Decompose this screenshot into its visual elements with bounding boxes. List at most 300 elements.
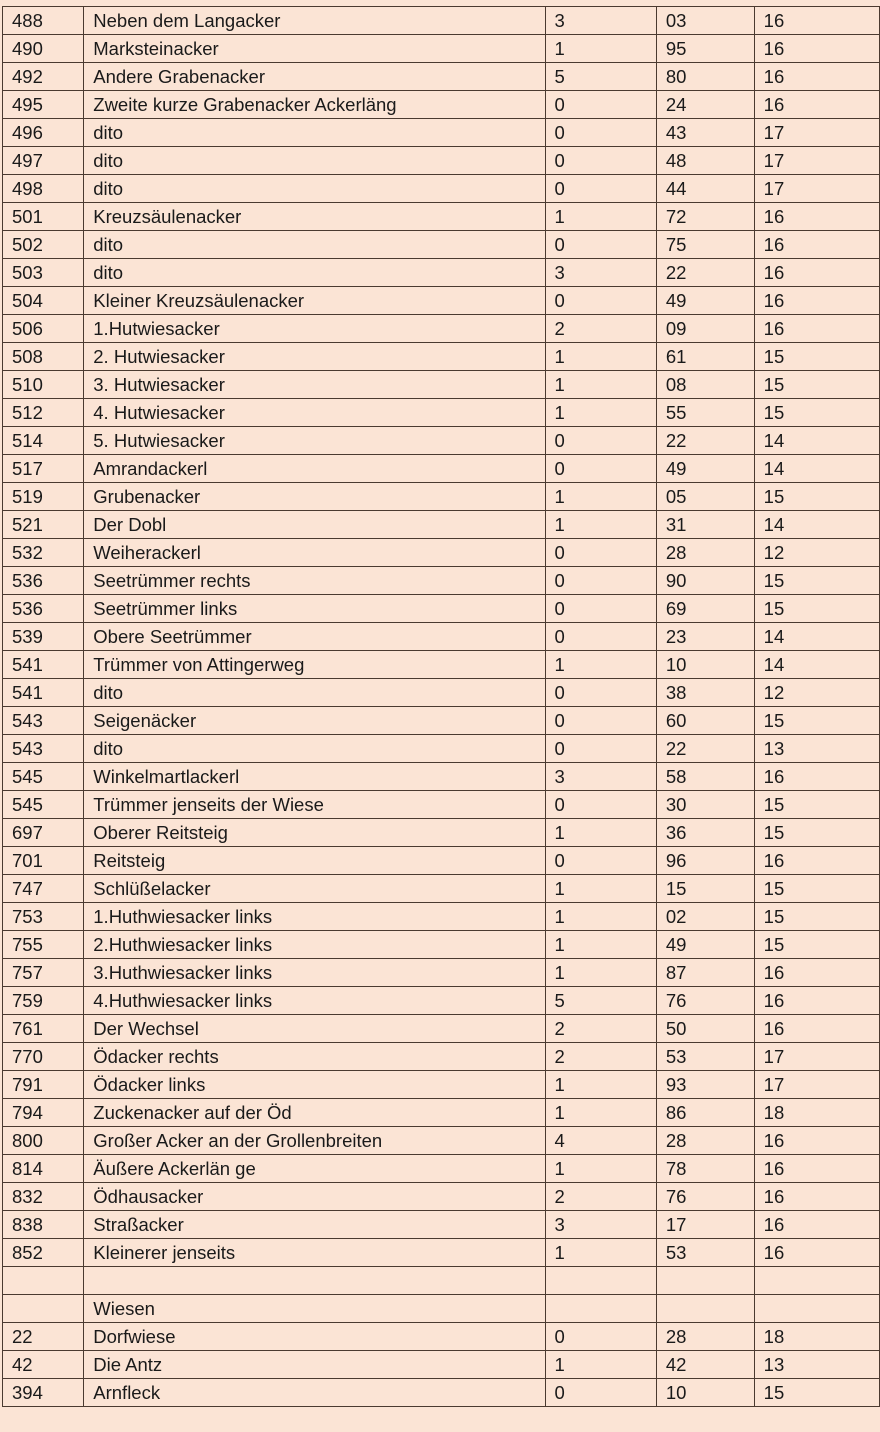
parcel-number-cell: 495 (3, 91, 84, 119)
value-c-cell: 16 (754, 1239, 879, 1267)
value-b-cell: 93 (656, 1071, 754, 1099)
table-row (3, 987, 880, 1015)
parcel-number-cell: 502 (3, 231, 84, 259)
parcel-number-cell: 510 (3, 371, 84, 399)
value-a-cell: 1 (545, 35, 656, 63)
parcel-number-cell: 753 (3, 903, 84, 931)
field-name-cell: Zuckenacker auf der Öd (84, 1099, 545, 1127)
value-c-cell: 14 (754, 455, 879, 483)
value-a-cell: 1 (545, 875, 656, 903)
value-c-cell: 16 (754, 1155, 879, 1183)
value-c-cell: 13 (754, 735, 879, 763)
value-c-cell: 14 (754, 623, 879, 651)
value-a-cell: 0 (545, 287, 656, 315)
parcel-number-cell: 543 (3, 735, 84, 763)
value-b-cell: 96 (656, 847, 754, 875)
parcel-number-cell: 755 (3, 931, 84, 959)
parcel-number-cell: 512 (3, 399, 84, 427)
table-row (3, 147, 880, 175)
table-row (3, 1099, 880, 1127)
table-row (3, 959, 880, 987)
field-name-cell: Kleinerer jenseits (84, 1239, 545, 1267)
parcel-number-cell: 536 (3, 595, 84, 623)
value-b-cell: 55 (656, 399, 754, 427)
value-a-cell: 0 (545, 735, 656, 763)
value-b-cell: 60 (656, 707, 754, 735)
value-a-cell: 1 (545, 931, 656, 959)
value-b-cell: 69 (656, 595, 754, 623)
value-b-cell (656, 1294, 754, 1322)
value-a-cell: 0 (545, 707, 656, 735)
value-b-cell: 10 (656, 1378, 754, 1406)
value-c-cell: 15 (754, 903, 879, 931)
value-c-cell: 16 (754, 847, 879, 875)
value-c-cell: 16 (754, 1183, 879, 1211)
parcel-number-cell: 747 (3, 875, 84, 903)
field-name-cell: 5. Hutwiesacker (84, 427, 545, 455)
value-c-cell: 17 (754, 1071, 879, 1099)
value-a-cell: 5 (545, 987, 656, 1015)
table-row (3, 1267, 880, 1295)
parcel-number-cell: 757 (3, 959, 84, 987)
value-b-cell: 08 (656, 371, 754, 399)
value-b-cell: 28 (656, 1322, 754, 1350)
parcel-number-cell: 832 (3, 1183, 84, 1211)
field-name-cell: Großer Acker an der Grollenbreiten (84, 1127, 545, 1155)
value-b-cell: 03 (656, 7, 754, 35)
value-a-cell: 2 (545, 1015, 656, 1043)
field-name-cell: dito (84, 259, 545, 287)
field-name-cell: 2. Hutwiesacker (84, 343, 545, 371)
field-name-cell: dito (84, 679, 545, 707)
field-name-cell: Grubenacker (84, 483, 545, 511)
field-name-cell: Schlüßelacker (84, 875, 545, 903)
field-name-cell: 4. Hutwiesacker (84, 399, 545, 427)
value-a-cell: 2 (545, 315, 656, 343)
table-row (3, 455, 880, 483)
parcel-number-cell: 503 (3, 259, 84, 287)
table-row (3, 203, 880, 231)
value-a-cell: 0 (545, 147, 656, 175)
value-c-cell: 13 (754, 1350, 879, 1378)
value-a-cell: 1 (545, 483, 656, 511)
value-c-cell: 16 (754, 203, 879, 231)
field-name-cell: 2.Huthwiesacker links (84, 931, 545, 959)
value-c-cell: 16 (754, 91, 879, 119)
value-b-cell: 22 (656, 427, 754, 455)
field-name-cell: Die Antz (84, 1350, 545, 1378)
value-c-cell: 12 (754, 679, 879, 707)
table-row (3, 651, 880, 679)
value-a-cell: 0 (545, 231, 656, 259)
table-row (3, 1239, 880, 1267)
value-a-cell (545, 1267, 656, 1295)
value-c-cell: 16 (754, 259, 879, 287)
value-b-cell: 49 (656, 287, 754, 315)
value-c-cell: 15 (754, 567, 879, 595)
field-name-cell: Wiesen (84, 1294, 545, 1322)
table-row (3, 287, 880, 315)
field-name-cell: Marksteinacker (84, 35, 545, 63)
table-row (3, 1015, 880, 1043)
table-row (3, 1322, 880, 1350)
table-row (3, 1211, 880, 1239)
value-b-cell: 58 (656, 763, 754, 791)
field-name-cell: Ödacker rechts (84, 1043, 545, 1071)
value-c-cell: 18 (754, 1322, 879, 1350)
parcel-number-cell: 814 (3, 1155, 84, 1183)
value-b-cell: 09 (656, 315, 754, 343)
parcel-number-cell: 504 (3, 287, 84, 315)
value-a-cell: 5 (545, 63, 656, 91)
table-row (3, 91, 880, 119)
table-row (3, 735, 880, 763)
field-name-cell: Ödhausacker (84, 1183, 545, 1211)
parcel-number-cell: 800 (3, 1127, 84, 1155)
value-a-cell: 0 (545, 539, 656, 567)
field-name-cell: Seigenäcker (84, 707, 545, 735)
parcel-number-cell: 838 (3, 1211, 84, 1239)
value-b-cell: 75 (656, 231, 754, 259)
parcel-number-cell: 852 (3, 1239, 84, 1267)
value-b-cell: 22 (656, 259, 754, 287)
value-c-cell: 16 (754, 1127, 879, 1155)
value-c-cell: 15 (754, 595, 879, 623)
field-name-cell: 3.Huthwiesacker links (84, 959, 545, 987)
value-a-cell: 1 (545, 1350, 656, 1378)
value-c-cell: 16 (754, 987, 879, 1015)
value-b-cell: 76 (656, 1183, 754, 1211)
value-c-cell: 12 (754, 539, 879, 567)
value-a-cell: 1 (545, 1071, 656, 1099)
value-b-cell: 50 (656, 1015, 754, 1043)
table-row (3, 539, 880, 567)
value-a-cell: 3 (545, 7, 656, 35)
value-c-cell: 16 (754, 1015, 879, 1043)
value-b-cell: 61 (656, 343, 754, 371)
value-b-cell: 05 (656, 483, 754, 511)
parcel-number-cell: 761 (3, 1015, 84, 1043)
value-a-cell: 1 (545, 511, 656, 539)
field-name-cell: Trümmer jenseits der Wiese (84, 791, 545, 819)
parcel-number-cell: 488 (3, 7, 84, 35)
value-b-cell: 90 (656, 567, 754, 595)
value-c-cell: 16 (754, 63, 879, 91)
field-name-cell: 4.Huthwiesacker links (84, 987, 545, 1015)
field-name-cell: dito (84, 175, 545, 203)
value-b-cell: 44 (656, 175, 754, 203)
value-b-cell: 48 (656, 147, 754, 175)
field-name-cell: Obere Seetrümmer (84, 623, 545, 651)
value-c-cell: 15 (754, 399, 879, 427)
field-name-cell: Winkelmartlackerl (84, 763, 545, 791)
value-c-cell: 14 (754, 511, 879, 539)
table-row (3, 791, 880, 819)
value-b-cell: 02 (656, 903, 754, 931)
value-c-cell: 15 (754, 371, 879, 399)
parcel-number-cell: 22 (3, 1322, 84, 1350)
value-c-cell: 15 (754, 1378, 879, 1406)
value-c-cell: 15 (754, 791, 879, 819)
field-name-cell: Amrandackerl (84, 455, 545, 483)
value-a-cell: 0 (545, 1322, 656, 1350)
table-row (3, 1378, 880, 1406)
value-c-cell: 17 (754, 1043, 879, 1071)
value-c-cell: 14 (754, 651, 879, 679)
value-b-cell: 49 (656, 931, 754, 959)
value-b-cell: 22 (656, 735, 754, 763)
parcel-number-cell: 545 (3, 791, 84, 819)
parcel-number-cell: 501 (3, 203, 84, 231)
parcel-number-cell: 498 (3, 175, 84, 203)
field-name-cell: 1.Huthwiesacker links (84, 903, 545, 931)
field-name-cell: 3. Hutwiesacker (84, 371, 545, 399)
value-c-cell: 16 (754, 315, 879, 343)
field-name-cell: Äußere Ackerlän ge (84, 1155, 545, 1183)
table-row (3, 875, 880, 903)
table-row (3, 847, 880, 875)
value-c-cell: 16 (754, 287, 879, 315)
table-row (3, 343, 880, 371)
table-row (3, 903, 880, 931)
table-row (3, 63, 880, 91)
field-name-cell: Seetrümmer rechts (84, 567, 545, 595)
value-b-cell: 24 (656, 91, 754, 119)
parcel-number-cell: 521 (3, 511, 84, 539)
value-a-cell: 2 (545, 1183, 656, 1211)
field-name-cell: dito (84, 119, 545, 147)
parcel-number-cell: 490 (3, 35, 84, 63)
value-a-cell: 2 (545, 1043, 656, 1071)
field-name-cell: Ödacker links (84, 1071, 545, 1099)
table-row (3, 679, 880, 707)
value-b-cell: 49 (656, 455, 754, 483)
field-name-cell: Kreuzsäulenacker (84, 203, 545, 231)
table-row (3, 7, 880, 35)
value-b-cell: 23 (656, 623, 754, 651)
value-b-cell: 42 (656, 1350, 754, 1378)
value-c-cell: 16 (754, 7, 879, 35)
value-a-cell: 1 (545, 959, 656, 987)
value-b-cell: 15 (656, 875, 754, 903)
value-a-cell: 3 (545, 763, 656, 791)
value-a-cell (545, 1294, 656, 1322)
parcel-number-cell: 394 (3, 1378, 84, 1406)
table-row (3, 623, 880, 651)
field-name-cell: Straßacker (84, 1211, 545, 1239)
value-b-cell: 87 (656, 959, 754, 987)
table-row (3, 231, 880, 259)
table-row (3, 259, 880, 287)
field-name-cell: Reitsteig (84, 847, 545, 875)
value-a-cell: 0 (545, 623, 656, 651)
field-name-cell: Trümmer von Attingerweg (84, 651, 545, 679)
field-name-cell: Der Dobl (84, 511, 545, 539)
value-b-cell: 36 (656, 819, 754, 847)
value-c-cell: 16 (754, 231, 879, 259)
value-c-cell: 17 (754, 175, 879, 203)
parcel-number-cell (3, 1294, 84, 1322)
value-a-cell: 1 (545, 1155, 656, 1183)
value-b-cell: 78 (656, 1155, 754, 1183)
value-b-cell: 10 (656, 651, 754, 679)
table-row (3, 1155, 880, 1183)
value-a-cell: 1 (545, 1239, 656, 1267)
table-row (3, 399, 880, 427)
field-name-cell: Andere Grabenacker (84, 63, 545, 91)
table-row (3, 427, 880, 455)
field-name-cell: dito (84, 231, 545, 259)
field-name-cell: Arnfleck (84, 1378, 545, 1406)
field-name-cell: dito (84, 735, 545, 763)
value-b-cell: 28 (656, 1127, 754, 1155)
field-name-cell: dito (84, 147, 545, 175)
value-c-cell (754, 1267, 879, 1295)
value-c-cell (754, 1294, 879, 1322)
table-row (3, 707, 880, 735)
parcel-number-cell: 506 (3, 315, 84, 343)
parcel-number-cell: 791 (3, 1071, 84, 1099)
field-name-cell: Neben dem Langacker (84, 7, 545, 35)
table-row (3, 595, 880, 623)
value-c-cell: 16 (754, 1211, 879, 1239)
table-row (3, 1183, 880, 1211)
value-c-cell: 15 (754, 931, 879, 959)
value-b-cell: 38 (656, 679, 754, 707)
value-b-cell: 95 (656, 35, 754, 63)
value-a-cell: 1 (545, 343, 656, 371)
value-b-cell: 80 (656, 63, 754, 91)
value-a-cell: 1 (545, 903, 656, 931)
value-a-cell: 0 (545, 175, 656, 203)
value-a-cell: 0 (545, 791, 656, 819)
table-row (3, 763, 880, 791)
value-c-cell: 17 (754, 119, 879, 147)
table-row (3, 1127, 880, 1155)
value-b-cell: 76 (656, 987, 754, 1015)
table-row (3, 119, 880, 147)
value-a-cell: 0 (545, 847, 656, 875)
value-c-cell: 18 (754, 1099, 879, 1127)
parcel-number-cell: 539 (3, 623, 84, 651)
parcel-number-cell (3, 1267, 84, 1295)
value-c-cell: 15 (754, 875, 879, 903)
field-name-cell: 1.Hutwiesacker (84, 315, 545, 343)
table-row (3, 931, 880, 959)
value-b-cell (656, 1267, 754, 1295)
parcel-number-cell: 517 (3, 455, 84, 483)
value-a-cell: 4 (545, 1127, 656, 1155)
parcel-number-cell: 514 (3, 427, 84, 455)
table-row (3, 371, 880, 399)
value-a-cell: 0 (545, 119, 656, 147)
value-b-cell: 43 (656, 119, 754, 147)
value-c-cell: 15 (754, 343, 879, 371)
value-a-cell: 0 (545, 1378, 656, 1406)
parcel-number-cell: 543 (3, 707, 84, 735)
parcel-number-cell: 701 (3, 847, 84, 875)
value-b-cell: 30 (656, 791, 754, 819)
value-a-cell: 0 (545, 679, 656, 707)
field-name-cell: Dorfwiese (84, 1322, 545, 1350)
parcel-number-cell: 697 (3, 819, 84, 847)
value-c-cell: 15 (754, 819, 879, 847)
parcel-number-cell: 541 (3, 679, 84, 707)
value-b-cell: 53 (656, 1043, 754, 1071)
value-b-cell: 17 (656, 1211, 754, 1239)
field-name-cell: Kleiner Kreuzsäulenacker (84, 287, 545, 315)
parcel-number-cell: 545 (3, 763, 84, 791)
parcel-number-cell: 519 (3, 483, 84, 511)
value-a-cell: 0 (545, 91, 656, 119)
parcel-number-cell: 759 (3, 987, 84, 1015)
field-name-cell: Zweite kurze Grabenacker Ackerläng (84, 91, 545, 119)
parcel-number-cell: 770 (3, 1043, 84, 1071)
field-name-cell: Der Wechsel (84, 1015, 545, 1043)
field-name-cell (84, 1267, 545, 1295)
value-a-cell: 3 (545, 1211, 656, 1239)
field-name-cell: Weiherackerl (84, 539, 545, 567)
value-a-cell: 0 (545, 567, 656, 595)
table-row (3, 1294, 880, 1322)
value-a-cell: 1 (545, 399, 656, 427)
value-c-cell: 17 (754, 147, 879, 175)
value-c-cell: 16 (754, 959, 879, 987)
value-c-cell: 14 (754, 427, 879, 455)
parcel-number-cell: 541 (3, 651, 84, 679)
value-a-cell: 0 (545, 595, 656, 623)
value-b-cell: 72 (656, 203, 754, 231)
value-a-cell: 1 (545, 203, 656, 231)
value-b-cell: 86 (656, 1099, 754, 1127)
table-row (3, 175, 880, 203)
table-row (3, 1350, 880, 1378)
parcel-table (2, 6, 880, 1407)
value-a-cell: 0 (545, 427, 656, 455)
value-a-cell: 1 (545, 1099, 656, 1127)
value-a-cell: 3 (545, 259, 656, 287)
parcel-number-cell: 492 (3, 63, 84, 91)
value-b-cell: 53 (656, 1239, 754, 1267)
value-a-cell: 1 (545, 819, 656, 847)
parcel-number-cell: 508 (3, 343, 84, 371)
value-a-cell: 1 (545, 371, 656, 399)
table-row (3, 1071, 880, 1099)
parcel-number-cell: 496 (3, 119, 84, 147)
table-row (3, 567, 880, 595)
table-row (3, 511, 880, 539)
parcel-number-cell: 42 (3, 1350, 84, 1378)
value-a-cell: 0 (545, 455, 656, 483)
value-c-cell: 15 (754, 483, 879, 511)
value-a-cell: 1 (545, 651, 656, 679)
field-name-cell: Seetrümmer links (84, 595, 545, 623)
value-c-cell: 16 (754, 763, 879, 791)
value-c-cell: 16 (754, 35, 879, 63)
field-name-cell: Oberer Reitsteig (84, 819, 545, 847)
parcel-number-cell: 532 (3, 539, 84, 567)
table-row (3, 819, 880, 847)
parcel-number-cell: 794 (3, 1099, 84, 1127)
parcel-number-cell: 536 (3, 567, 84, 595)
value-c-cell: 15 (754, 707, 879, 735)
table-row (3, 315, 880, 343)
value-b-cell: 31 (656, 511, 754, 539)
table-row (3, 483, 880, 511)
value-b-cell: 28 (656, 539, 754, 567)
table-row (3, 35, 880, 63)
table-row (3, 1043, 880, 1071)
